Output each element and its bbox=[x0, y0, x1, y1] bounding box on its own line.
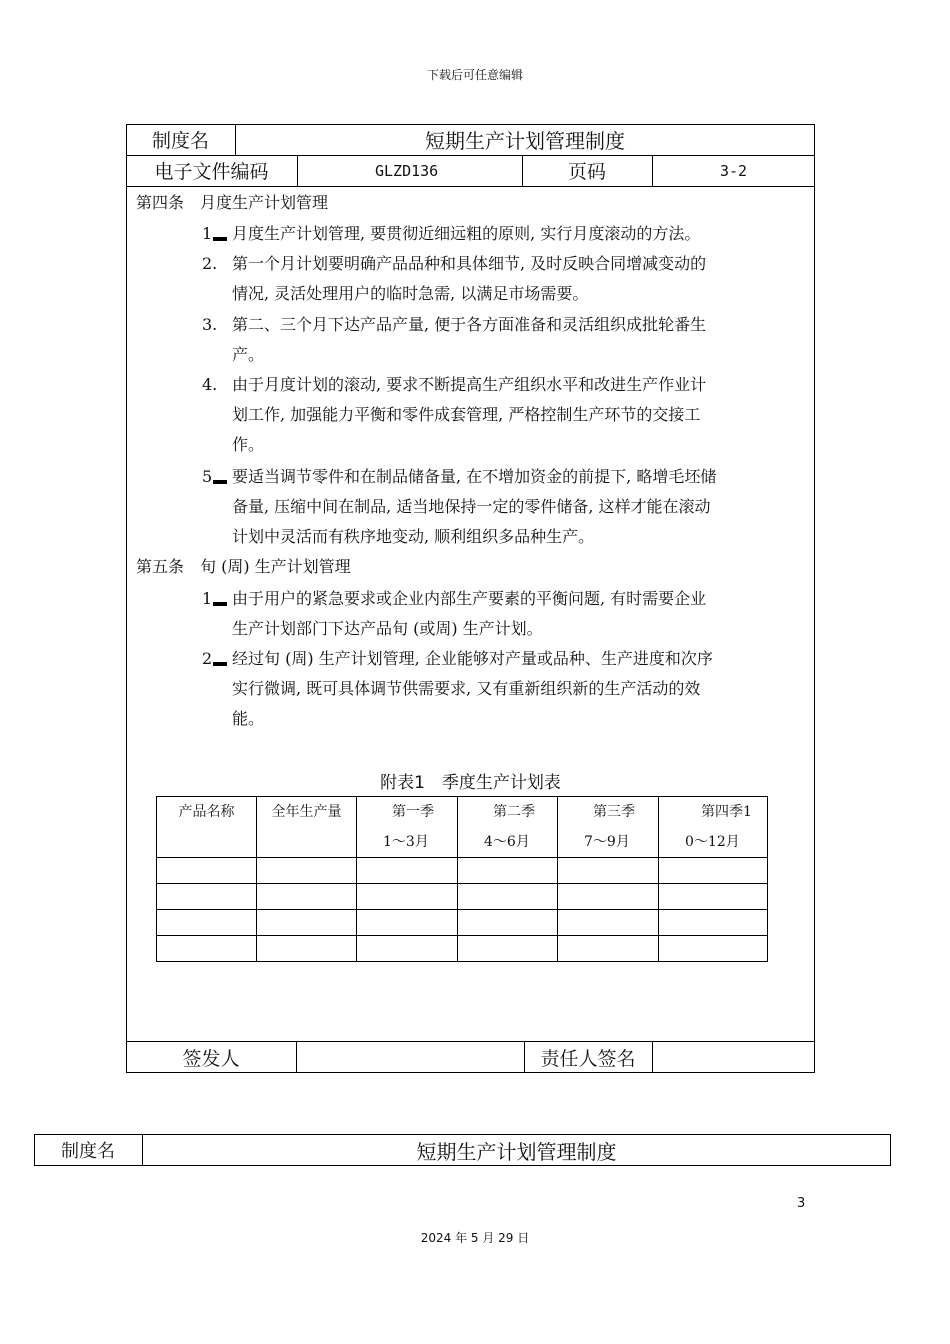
table-row bbox=[157, 858, 768, 884]
column-header: 全年生产量 bbox=[257, 797, 357, 858]
issuer-label: 签发人 bbox=[182, 1047, 240, 1070]
policy-name-label: 制度名 bbox=[151, 130, 209, 152]
column-header: 第一季 1～3月 bbox=[357, 797, 458, 858]
file-code-label: 电子文件编码 bbox=[154, 161, 269, 183]
policy-title: 短期生产计划管理制度 bbox=[425, 129, 625, 153]
table-row bbox=[157, 910, 768, 936]
responsible-signature-field[interactable] bbox=[652, 1041, 815, 1073]
column-header: 第二季 4～6月 bbox=[458, 797, 558, 858]
column-header: 第四季1 0～12月 bbox=[659, 797, 768, 858]
table-row bbox=[157, 884, 768, 910]
table-row bbox=[157, 936, 768, 962]
column-header: 第三季 7～9月 bbox=[558, 797, 659, 858]
page-number: 3 bbox=[797, 1196, 806, 1211]
second-policy-title: 短期生产计划管理制度 bbox=[416, 1139, 617, 1164]
second-policy-name-label: 制度名 bbox=[61, 1141, 115, 1162]
top-note: 下载后可任意编辑 bbox=[426, 68, 523, 82]
issuer-signature-field[interactable] bbox=[296, 1041, 524, 1073]
file-code-value: GLZD136 bbox=[375, 161, 439, 180]
article-4-heading: 第四条 月度生产计划管理 bbox=[136, 193, 329, 212]
page-value: 3-2 bbox=[719, 161, 748, 180]
quarterly-plan-table bbox=[156, 796, 768, 962]
table-title: 附表1 季度生产计划表 bbox=[380, 773, 561, 793]
page-label: 页码 bbox=[567, 161, 606, 183]
responsible-person-label: 责任人签名 bbox=[540, 1047, 636, 1070]
column-header: 产品名称 bbox=[157, 797, 257, 858]
article-5-heading: 第五条 旬 (周) 生产计划管理 bbox=[136, 557, 351, 576]
footer-date: 2024 年 5 月 29 日 bbox=[420, 1231, 530, 1245]
